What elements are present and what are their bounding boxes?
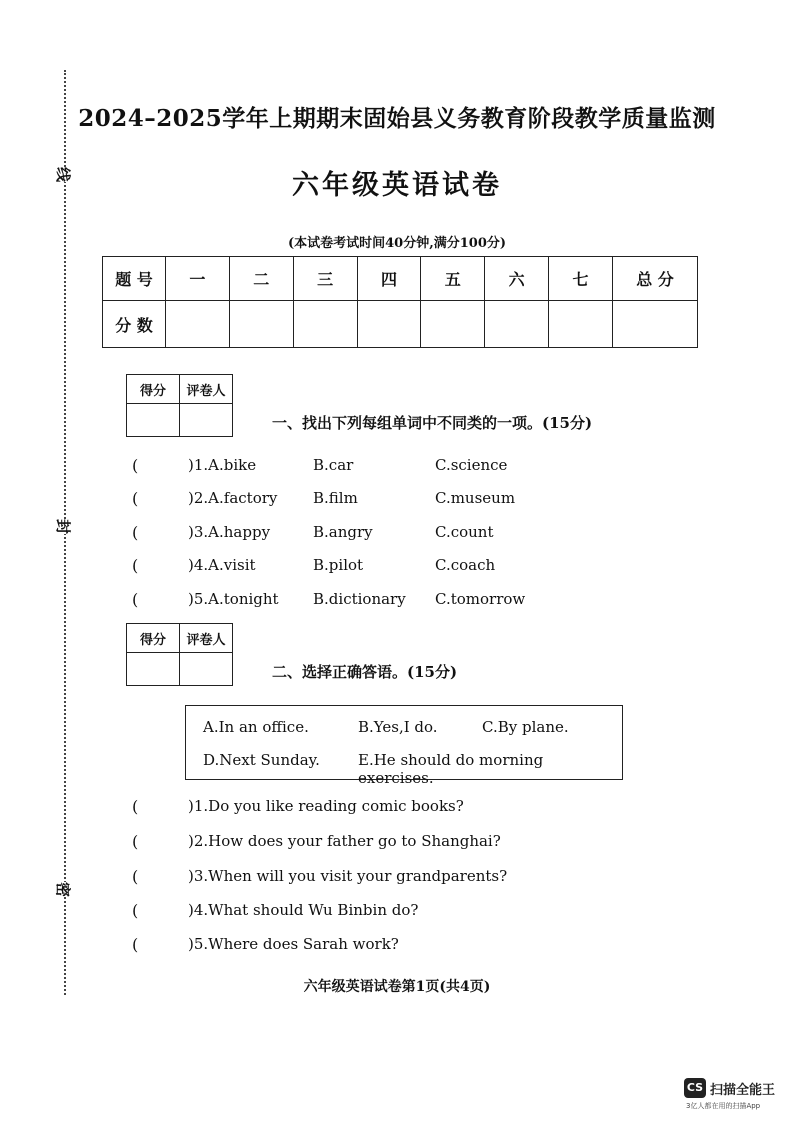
section1-item-c: C.tomorrow xyxy=(435,590,526,608)
score-cell[interactable] xyxy=(421,301,485,348)
answer-paren[interactable]: ( xyxy=(132,832,139,851)
score-table xyxy=(102,256,698,348)
answer-options-box xyxy=(185,705,623,787)
camscanner-logo-icon: CS xyxy=(684,1078,706,1098)
margin-char-xian: 线 xyxy=(51,167,76,182)
score-header-cell: 五 xyxy=(421,257,485,301)
answer-paren[interactable]: ( xyxy=(132,590,139,609)
question-text: )4.What should Wu Binbin do? xyxy=(188,901,419,919)
question-text: )2.How does your father go to Shanghai? xyxy=(188,832,501,850)
score-header-cell: 题 号 xyxy=(103,257,166,301)
section1-item-c: C.museum xyxy=(435,489,516,507)
answer-option: B.Yes,I do. xyxy=(358,718,438,736)
answer-option: D.Next Sunday. xyxy=(203,751,320,769)
answer-paren[interactable]: ( xyxy=(132,456,139,475)
score-cell[interactable] xyxy=(229,301,293,348)
grader-name-label: 评卷人 xyxy=(180,624,233,653)
grader-name-cell[interactable] xyxy=(180,404,233,437)
score-cell[interactable] xyxy=(613,301,698,348)
camscanner-name: 扫描全能王 xyxy=(710,1083,776,1098)
question-text: )1.Do you like reading comic books? xyxy=(188,797,464,815)
score-header-cell: 六 xyxy=(485,257,549,301)
section1-item-a: )4.A.visit xyxy=(188,556,256,574)
answer-paren[interactable]: ( xyxy=(132,867,139,886)
camscanner-tagline: 3亿人都在用的扫描App xyxy=(686,1102,761,1110)
score-row-label: 分 数 xyxy=(103,301,166,348)
section1-item-c: C.coach xyxy=(435,556,496,574)
answer-option: E.He should do morning exercises. xyxy=(358,751,544,787)
section1-title: 一、找出下列每组单词中不同类的一项。(15分) xyxy=(272,414,593,432)
section1-item-a: )1.A.bike xyxy=(188,456,257,474)
section1-item-b: B.dictionary xyxy=(313,590,406,608)
grader-score-cell[interactable] xyxy=(127,404,180,437)
grader-name-label: 评卷人 xyxy=(180,375,233,404)
answer-option: C.By plane. xyxy=(482,718,569,736)
score-header-cell: 四 xyxy=(357,257,421,301)
answer-paren[interactable]: ( xyxy=(132,797,139,816)
margin-char-feng: 封 xyxy=(51,519,76,534)
section2-title: 二、选择正确答语。(15分) xyxy=(272,663,458,681)
section1-item-b: B.film xyxy=(313,489,358,507)
grader-box-2 xyxy=(126,623,233,686)
score-header-cell: 七 xyxy=(549,257,613,301)
score-header-cell: 二 xyxy=(229,257,293,301)
grader-score-label: 得分 xyxy=(127,375,180,404)
question-text: )3.When will you visit your grandparents? xyxy=(188,867,508,885)
score-cell[interactable] xyxy=(357,301,421,348)
section1-item-a: )5.A.tonight xyxy=(188,590,279,608)
section1-item-b: B.angry xyxy=(313,523,373,541)
section1-item-a: )2.A.factory xyxy=(188,489,278,507)
score-cell[interactable] xyxy=(293,301,357,348)
section1-item-b: B.pilot xyxy=(313,556,364,574)
score-header-cell: 三 xyxy=(293,257,357,301)
page-footer: 六年级英语试卷第1页(共4页) xyxy=(303,979,491,995)
exam-title: 2024–2025学年上期期末固始县义务教育阶段教学质量监测 xyxy=(78,105,716,132)
grader-name-cell[interactable] xyxy=(180,653,233,686)
score-header-cell: 总 分 xyxy=(613,257,698,301)
answer-option: A.In an office. xyxy=(203,718,309,736)
grader-score-cell[interactable] xyxy=(127,653,180,686)
answer-paren[interactable]: ( xyxy=(132,935,139,954)
answer-paren[interactable]: ( xyxy=(132,901,139,920)
section1-item-c: C.count xyxy=(435,523,494,541)
section1-item-a: )3.A.happy xyxy=(188,523,271,541)
score-header-cell: 一 xyxy=(166,257,230,301)
grader-score-label: 得分 xyxy=(127,624,180,653)
margin-char-mi: 密 xyxy=(51,882,76,897)
score-cell[interactable] xyxy=(549,301,613,348)
score-cell[interactable] xyxy=(166,301,230,348)
section1-item-c: C.science xyxy=(435,456,508,474)
answer-paren[interactable]: ( xyxy=(132,556,139,575)
grader-box-1 xyxy=(126,374,233,437)
score-cell[interactable] xyxy=(485,301,549,348)
exam-subtitle: 六年级英语试卷 xyxy=(292,170,502,201)
answer-paren[interactable]: ( xyxy=(132,523,139,542)
answer-paren[interactable]: ( xyxy=(132,489,139,508)
exam-note: (本试卷考试时间40分钟,满分100分) xyxy=(287,236,507,251)
question-text: )5.Where does Sarah work? xyxy=(188,935,399,953)
section1-item-b: B.car xyxy=(313,456,354,474)
